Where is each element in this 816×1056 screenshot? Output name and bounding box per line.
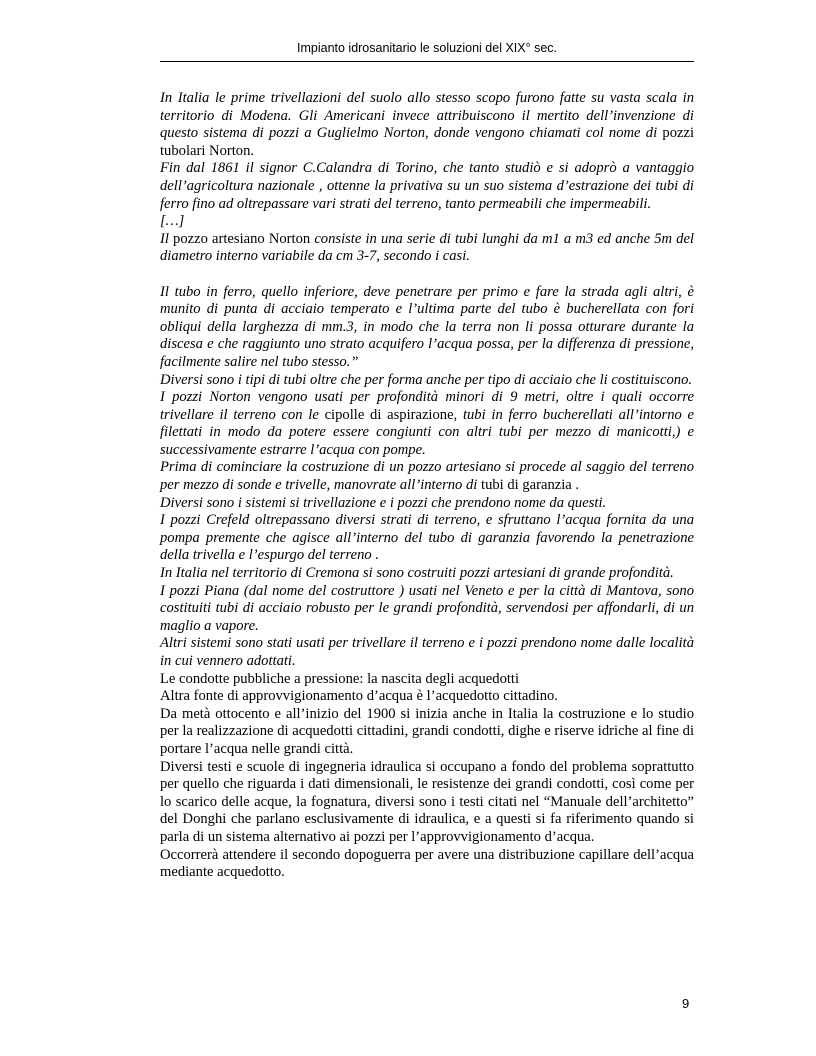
paragraph xyxy=(160,231,694,266)
paragraph xyxy=(160,372,694,390)
paragraph xyxy=(160,459,694,494)
italic-text: I pozzi Norton vengono usati per profondità minori di 9 metri, oltre i quali occorre trivellare il terreno con le xyxy=(160,389,694,423)
italic-text: tubi in ferro bucherellati all’intorno e filettati in modo da potere essere congiunti con altri tubi per mezzo di manicotti,) e successivamente estrarre l’acqua con pompe. xyxy=(160,406,695,458)
paragraph xyxy=(160,495,694,513)
paragraph xyxy=(160,160,694,213)
italic-text: Diversi sono i sistemi si trivellazione e i pozzi che prendono nome da questi. xyxy=(160,494,607,511)
paragraph xyxy=(160,706,694,759)
page-number: 9 xyxy=(682,996,690,1011)
paragraph xyxy=(160,389,694,459)
italic-text: I pozzi Crefeld oltrepassano diversi strati di terreno, e sfruttano l’acqua fornita da una pompa premente che agisce all’interno del tubo di garanzia favorendo la penetrazione della trivella e l’espurgo del terreno . xyxy=(160,512,694,564)
italic-text: I pozzi Piana (dal nome del costruttore ) usati nel Veneto e per la città di Mantova, sono costituiti tubi di acciaio robusto per le grandi profondità, servendosi per affondarli, di un maglio a vapore. xyxy=(160,582,694,634)
paragraph xyxy=(160,512,694,565)
italic-text: Il xyxy=(160,230,174,247)
paragraph xyxy=(160,688,694,706)
text-segment: pozzo artesiano Norton xyxy=(173,230,315,247)
text-segment: Le condotte pubbliche a pressione: la nascita degli acquedotti xyxy=(160,670,520,687)
text-segment: Diversi testi e scuole di ingegneria idraulica si occupano a fondo del problema soprattutto per quello che riguarda i dati dimensionali, le resistenze dei grandi condotti, così come per lo scarico delle acque, la fognatura, diversi sono i testi citati nel “Manuale dell’architetto” del Donghi che parlano esclusivamente di idraulica, e a questi si fa riferimento quando si parla di un sistema alternativo ai pozzi per l’approvvigionamento d’acqua. xyxy=(160,758,694,845)
text-segment: Da metà ottocento e all’inizio del 1900 si inizia anche in Italia la costruzione e lo studio per la realizzazione di acquedotti cittadini, grandi condotti, dighe e riserve idriche al fine di portare l’acqua nelle grandi città. xyxy=(160,705,694,757)
italic-text: Prima di cominciare la costruzione di un pozzo artesiano si procede al saggio del terreno per mezzo di sonde e trivelle, manovrate all’interno di xyxy=(160,459,694,494)
paragraph xyxy=(160,565,694,583)
text-segment: Altra fonte di approvvigionamento d’acqua è l’acquedotto cittadino. xyxy=(160,688,558,705)
text-segment: Occorrerà attendere il secondo dopoguerra per avere una distribuzione capillare dell’acqua mediante acquedotto. xyxy=(160,846,694,881)
italic-text: In Italia le prime trivellazioni del suolo allo stesso scopo furono fatte su vasta scala in territorio di Modena. Gli Americani invece attribuiscono il mertito dell’invenzione di questo sistema di pozzi a Guglielmo Norton, donde vengono chiamati col nome di xyxy=(160,90,694,142)
italic-text: Altri sistemi sono stati usati per trivellare il terreno e i pozzi prendono nome dalle località in cui vennero adottati. xyxy=(160,635,694,669)
italic-text: Il tubo in ferro, quello inferiore, deve penetrare per primo e fare la strada agli altri, è munito di punta di acciaio temperato e l’ultima parte del tubo è bucherellata con fori obliqui della larghezza di mm.3, in modo che la terra non li possa otturare durante la discesa e che raggiunto uno strato acquifero l’acqua possa, per la differenza di pressione, facilmente salire nel tubo stesso.” xyxy=(160,283,694,370)
paragraph xyxy=(160,213,694,231)
italic-text: […] xyxy=(160,213,185,230)
document-body xyxy=(160,90,694,882)
italic-text: Diversi sono i tipi di tubi oltre che per forma anche per tipo di acciaio che li costituiscono. xyxy=(160,371,693,388)
paragraph xyxy=(160,284,694,372)
paragraph xyxy=(160,671,694,689)
paragraph xyxy=(160,759,694,847)
paragraph xyxy=(160,847,694,882)
paragraph xyxy=(160,635,694,670)
italic-text: Fin dal 1861 il signor C.Calandra di Torino, che tanto studiò e si adoprò a vantaggio dell’agricoltura nazionale , ottenne la privativa su un suo sistema d’estrazione dei tubi di ferro fino ad oltrepassare vari strati del terreno, tanto permeabili che impermeabili. xyxy=(160,160,694,212)
page-header xyxy=(160,40,694,62)
italic-text: consiste in una serie di tubi lunghi da m1 a m3 ed anche 5m del diametro interno variabile da cm 3-7, secondo i casi. xyxy=(160,230,694,265)
text-segment: pozzi tubolari Norton. xyxy=(160,125,694,159)
text-segment: cipolle di aspirazione, xyxy=(324,406,463,423)
paragraph xyxy=(160,90,694,160)
text-segment: tubi di garanzia . xyxy=(481,477,580,494)
italic-text: In Italia nel territorio di Cremona si sono costruiti pozzi artesiani di grande profondità. xyxy=(160,565,674,582)
header-title: Impianto idrosanitario le soluzioni del XIX° sec. xyxy=(297,41,557,55)
paragraph xyxy=(160,583,694,636)
